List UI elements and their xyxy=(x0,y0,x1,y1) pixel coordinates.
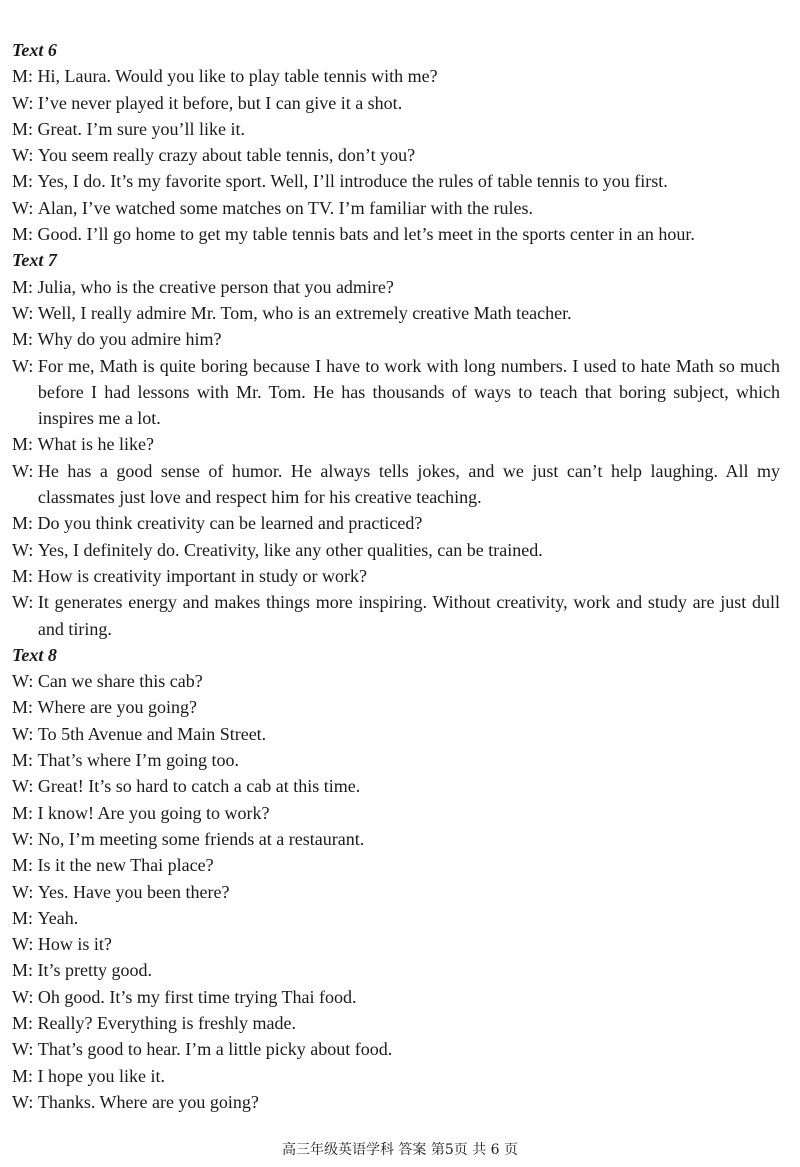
dialogue-line xyxy=(12,905,780,931)
speaker-label: M: xyxy=(12,434,34,455)
speaker-label: W: xyxy=(12,986,34,1007)
speaker-label: M: xyxy=(12,697,34,718)
speaker-label: M: xyxy=(12,907,34,928)
utterance-text: What is he like? xyxy=(37,434,154,455)
utterance-text: I hope you like it. xyxy=(37,1065,165,1086)
speaker-label: M: xyxy=(12,855,34,876)
utterance-text: To 5th Avenue and Main Street. xyxy=(37,723,267,744)
section-heading: Text 6 xyxy=(12,40,57,60)
dialogue-line xyxy=(12,537,780,563)
speaker-label: W: xyxy=(12,92,34,113)
dialogue-line xyxy=(12,563,780,589)
utterance-text: Yeah. xyxy=(37,907,79,928)
speaker-label: W: xyxy=(12,460,34,481)
dialogue-line xyxy=(12,773,780,799)
dialogue-line xyxy=(12,931,780,957)
speaker-label: M: xyxy=(12,118,34,139)
utterance-text: Julia, who is the creative person that you admire? xyxy=(37,276,394,297)
utterance-text: That’s where I’m going too. xyxy=(37,750,239,771)
dialogue-line xyxy=(12,326,780,352)
dialogue-line xyxy=(12,668,780,694)
speaker-label: W: xyxy=(12,881,34,902)
dialogue-line xyxy=(12,168,780,194)
speaker-label: W: xyxy=(12,934,34,955)
speaker-label: M: xyxy=(12,329,34,350)
dialogue-line xyxy=(12,1036,780,1062)
speaker-label: W: xyxy=(12,355,34,376)
speaker-label: W: xyxy=(12,828,34,849)
utterance-text: Alan, I’ve watched some matches on TV. I’m familiar with the rules. xyxy=(37,197,534,218)
utterance-text: Hi, Laura. Would you like to play table tennis with me? xyxy=(37,66,438,87)
dialogue-line xyxy=(12,63,780,89)
speaker-label: W: xyxy=(12,723,34,744)
utterance-text: Well, I really admire Mr. Tom, who is an extremely creative Math teacher. xyxy=(37,302,572,323)
section-heading: Text 8 xyxy=(12,644,57,665)
utterance-text: It’s pretty good. xyxy=(37,960,153,981)
dialogue-line xyxy=(12,353,780,432)
dialogue-line xyxy=(12,195,780,221)
dialogue-line xyxy=(12,879,780,905)
dialogue-line xyxy=(12,300,780,326)
dialogue-line xyxy=(12,852,780,878)
dialogue-line xyxy=(12,1089,780,1115)
utterance-text: Why do you admire him? xyxy=(37,329,222,350)
dialogue-line xyxy=(12,589,780,642)
speaker-label: M: xyxy=(12,224,34,245)
utterance-text: Can we share this cab? xyxy=(37,671,203,692)
document-body xyxy=(12,37,780,1115)
speaker-label: W: xyxy=(12,1039,34,1060)
speaker-label: W: xyxy=(12,197,34,218)
utterance-text: You seem really crazy about table tennis, don’t you? xyxy=(37,145,416,166)
speaker-label: M: xyxy=(12,276,34,297)
dialogue-line xyxy=(12,116,780,142)
utterance-text: Oh good. It’s my first time trying Thai food. xyxy=(37,986,357,1007)
utterance-text: Do you think creativity can be learned and practiced? xyxy=(37,513,423,534)
speaker-label: M: xyxy=(12,960,34,981)
dialogue-line xyxy=(12,1063,780,1089)
speaker-label: M: xyxy=(12,171,34,192)
utterance-text: It generates energy and makes things more inspiring. Without creativity, work and study are just dull and tiring. xyxy=(37,592,780,639)
speaker-label: W: xyxy=(12,539,34,560)
utterance-text: How is it? xyxy=(37,934,112,955)
utterance-text: Great. I’m sure you’ll like it. xyxy=(37,118,245,139)
speaker-label: W: xyxy=(12,145,34,166)
speaker-label: W: xyxy=(12,1091,34,1112)
utterance-text: That’s good to hear. I’m a little picky about food. xyxy=(37,1039,393,1060)
dialogue-line xyxy=(12,431,780,457)
speaker-label: M: xyxy=(12,750,34,771)
dialogue-line xyxy=(12,90,780,116)
dialogue-line xyxy=(12,1010,780,1036)
utterance-text: Good. I’ll go home to get my table tennis bats and let’s meet in the sports center in an hour. xyxy=(37,224,695,245)
dialogue-line xyxy=(12,274,780,300)
dialogue-line xyxy=(12,826,780,852)
speaker-label: W: xyxy=(12,776,34,797)
speaker-label: M: xyxy=(12,513,34,534)
utterance-text: Is it the new Thai place? xyxy=(37,855,214,876)
section-heading: Text 7 xyxy=(12,250,57,271)
speaker-label: M: xyxy=(12,565,34,586)
speaker-label: M: xyxy=(12,1065,34,1086)
utterance-text: Yes, I definitely do. Creativity, like any other qualities, can be trained. xyxy=(37,539,543,560)
dialogue-line xyxy=(12,510,780,536)
dialogue-line xyxy=(12,984,780,1010)
speaker-label: W: xyxy=(12,302,34,323)
utterance-text: I know! Are you going to work? xyxy=(37,802,270,823)
utterance-text: Yes, I do. It’s my favorite sport. Well, I’ll introduce the rules of table tennis to you first. xyxy=(37,171,668,192)
utterance-text: For me, Math is quite boring because I have to work with long numbers. I used to hate Math so much before I had lessons with Mr. Tom. He has thousands of ways to teach that boring subject, which inspires me a lot. xyxy=(37,355,780,429)
speaker-label: M: xyxy=(12,66,34,87)
dialogue-line xyxy=(12,747,780,773)
utterance-text: No, I’m meeting some friends at a restaurant. xyxy=(37,828,365,849)
utterance-text: Great! It’s so hard to catch a cab at this time. xyxy=(37,776,361,797)
utterance-text: Where are you going? xyxy=(37,697,197,718)
speaker-label: M: xyxy=(12,1012,34,1033)
utterance-text: He has a good sense of humor. He always tells jokes, and we just can’t help laughing. All my classmates just love and respect him for his creative teaching. xyxy=(37,460,780,508)
dialogue-line xyxy=(12,957,780,983)
utterance-text: Really? Everything is freshly made. xyxy=(37,1012,296,1033)
dialogue-line xyxy=(12,800,780,826)
utterance-text: Thanks. Where are you going? xyxy=(37,1091,259,1112)
speaker-label: W: xyxy=(12,671,34,692)
dialogue-line xyxy=(12,221,780,247)
utterance-text: Yes. Have you been there? xyxy=(37,881,230,902)
page-footer: 高三年级英语学科 答案 第5页 共 6 页 xyxy=(281,1142,519,1158)
dialogue-line xyxy=(12,694,780,720)
dialogue-line xyxy=(12,142,780,168)
utterance-text: How is creativity important in study or work? xyxy=(37,565,367,586)
speaker-label: W: xyxy=(12,592,34,613)
speaker-label: M: xyxy=(12,802,34,823)
dialogue-line xyxy=(12,721,780,747)
utterance-text: I’ve never played it before, but I can give it a shot. xyxy=(37,92,403,113)
dialogue-line xyxy=(12,458,780,511)
